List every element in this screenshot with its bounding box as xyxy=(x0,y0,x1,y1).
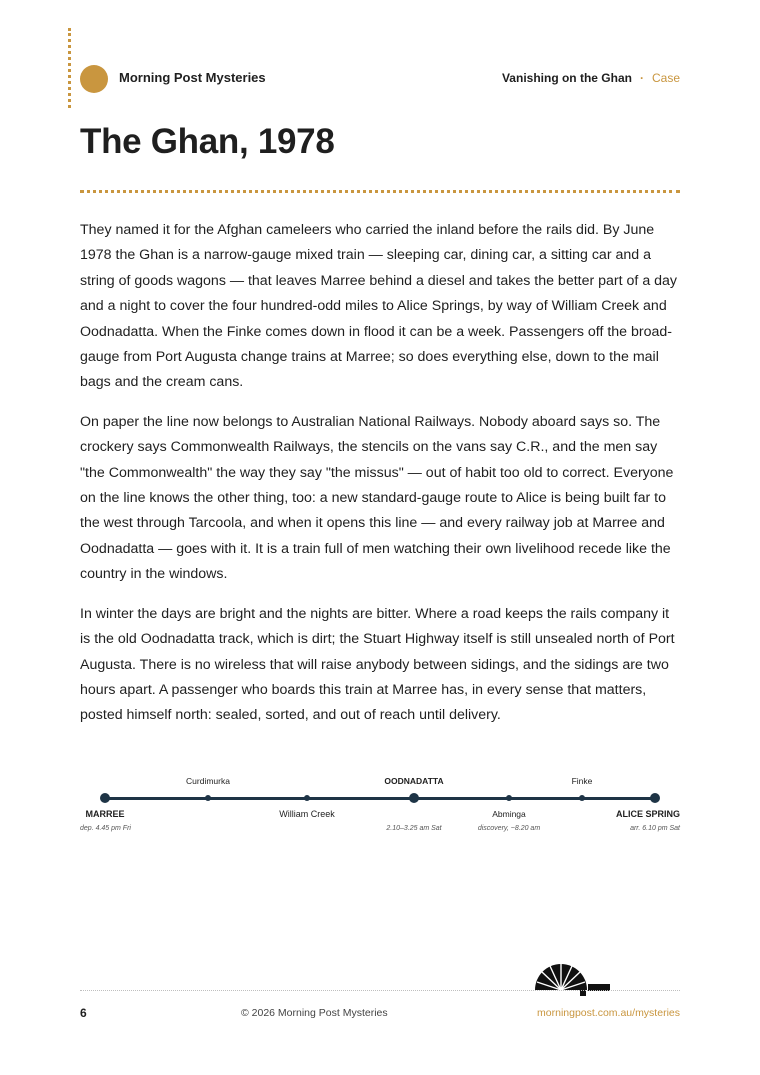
page-footer xyxy=(80,1006,680,1024)
brand-name[interactable]: Morning Post Mysteries xyxy=(119,70,266,85)
route-label-finke: Finke xyxy=(571,776,593,786)
footer-link[interactable]: morningpost.com.au/mysteries xyxy=(537,1007,680,1019)
route-line xyxy=(105,797,655,800)
breadcrumb-separator: · xyxy=(639,71,644,85)
route-label-oodnadatta: OODNADATTA xyxy=(384,776,444,786)
route-note-alice-springs: arr. 6.10 pm Sat xyxy=(630,825,680,832)
route-stop-abminga xyxy=(506,795,512,801)
route-note-marree: dep. 4.45 pm Fri xyxy=(80,825,131,832)
title-divider xyxy=(80,190,680,193)
breadcrumb-section[interactable]: Case xyxy=(651,71,680,85)
route-label-william-creek: William Creek xyxy=(279,809,335,819)
route-stop-oodnadatta xyxy=(409,793,419,803)
article-paragraph: On paper the line now belongs to Australian National Railways. Nobody aboard says so. The crockery says Commonwealth Railways, the stencils on the vans say C.R., and the men say "the Commonwealth" the way they say "the missus" — out of habit too old to correct. Everyone on the line knows the other thing, too: a new standard-gauge route to Alice is being built far to the west through Tarcoola, and when it opens this line — and every railway job at Marree and Oodnadatta — goes with it. It is a train full of men watching their own livelihood recede like the country in the windows. xyxy=(80,413,674,583)
route-stop-marree xyxy=(100,793,110,803)
breadcrumb xyxy=(502,71,680,85)
route-stop-curdimurka xyxy=(205,795,211,801)
route-stop-william-creek xyxy=(304,795,310,801)
breadcrumb-story[interactable]: Vanishing on the Ghan xyxy=(501,71,632,85)
route-label-abminga: Abminga xyxy=(492,809,526,819)
route-note-oodnadatta: 2.10–3.25 am Sat xyxy=(386,825,442,832)
route-stop-alice-springs xyxy=(650,793,660,803)
article-body xyxy=(80,218,680,743)
article-paragraph: They named it for the Afghan cameleers who carried the inland before the rails did. By June 1978 the Ghan is a narrow-gauge mixed train — sleeping car, dining car, a sitting car and a string of goods wagons — that leaves Marree behind a diesel and takes the better part of a day and a night to cover the four hundred-odd miles to Alice Springs, by way of William Creek and Oodnadatta. When the Finke comes down in flood it can be a week. Passengers off the broad-gauge from Port Augusta change trains at Marree; so does everything else, down to the mail bags and the cream cans. xyxy=(80,222,678,391)
article-paragraph: In winter the days are bright and the nights are bitter. Where a road keeps the rails company it is the old Oodnadatta track, which is dirt; the Stuart Highway itself is still unsealed north of Port Augusta. There is no wireless that will raise anybody between sidings, and the sidings are two hours apart. A passenger who boards this train at Marree has, in every sense that matters, posted himself north: sealed, sorted, and out of reach until delivery. xyxy=(80,605,675,724)
route-label-marree: MARREE xyxy=(85,809,125,819)
route-label-alice-springs: ALICE SPRING xyxy=(615,809,680,819)
brand-logo-icon xyxy=(80,65,108,93)
route-label-curdimurka: Curdimurka xyxy=(186,776,230,786)
route-timeline xyxy=(80,770,680,840)
copyright-notice: © 2026 Morning Post Mysteries xyxy=(241,1007,388,1019)
footer-divider xyxy=(80,990,680,991)
decorative-dotted-rule xyxy=(68,28,71,108)
page-title: The Ghan, 1978 xyxy=(80,122,335,161)
route-note-abminga: discovery, ~8.20 am xyxy=(477,825,541,832)
route-stop-finke xyxy=(579,795,585,801)
page-number: 6 xyxy=(80,1006,87,1020)
page-header xyxy=(80,64,680,96)
